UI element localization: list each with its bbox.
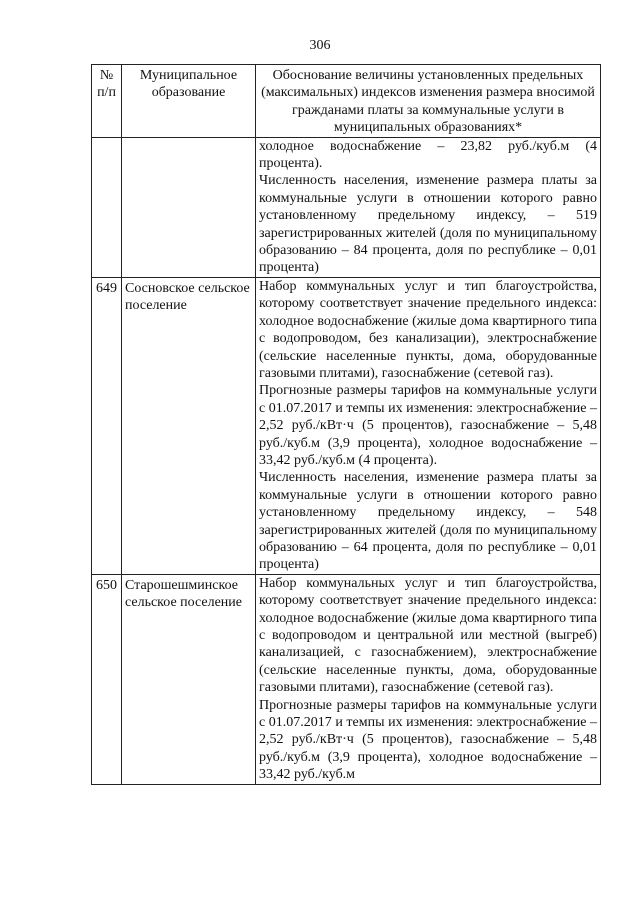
row-number: 650 — [92, 574, 122, 784]
justification-paragraph: холодное водоснабжение – 23,82 руб./куб.м (4 процента). — [259, 138, 597, 172]
row-municipality: Старошешминское сельское поселение — [122, 574, 256, 784]
row-justification — [256, 137, 601, 277]
header-justification: Обоснование величины установленных предельных (максимальных) индексов изменения размера вносимой гражданами платы за коммунальные услуги в муниципальных образованиях* — [256, 65, 601, 138]
justification-paragraph: Прогнозные размеры тарифов на коммунальные услуги с 01.07.2017 и темпы их изменения: электроснабжение – 2,52 руб./кВт·ч (5 процентов), газоснабжение – 5,48 руб./куб.м (3,9 процента), холодное водоснабжение – 33,42 руб./куб.м (4 процента). — [259, 383, 597, 468]
row-justification — [256, 574, 601, 784]
table-row — [92, 137, 601, 277]
justification-paragraph: Набор коммунальных услуг и тип благоустройства, которому соответствует значение предельного индекса: холодное водоснабжение (жилые дома квартирного типа с водопроводом и центральной или местной (выгреб) канализацией, с газоснабжением), электроснабжение (сельские населенные пункты, дома, оборудованные газовыми плитами), газоснабжение (сетевой газ). — [259, 575, 597, 696]
row-number: 649 — [92, 277, 122, 574]
table-row — [92, 277, 601, 574]
justification-paragraph: Прогнозные размеры тарифов на коммунальные услуги с 01.07.2017 и темпы их изменения: электроснабжение – 2,52 руб./кВт·ч (5 процентов), газоснабжение – 5,48 руб./куб.м (3,9 процента), холодное водоснабжение – 33,42 руб./куб.м — [259, 697, 597, 783]
justification-paragraph: Набор коммунальных услуг и тип благоустройства, которому соответствует значение предельного индекса: холодное водоснабжение (жилые дома квартирного типа с водопроводом, без канализации), электроснабжение (сельские населенные пункты, дома, оборудованные газовыми плитами), газоснабжение (сетевой газ). — [259, 278, 597, 381]
page-number: 306 — [309, 38, 331, 53]
tariff-index-table — [91, 64, 601, 785]
justification-paragraph: Численность населения, изменение размера платы за коммунальные услуги в отношении которого равно установленному предельному индексу, – 519 зарегистрированных жителей (доля по муниципальному образованию – 84 процента, доля по республике – 0,01 процента) — [259, 173, 597, 276]
row-number — [92, 137, 122, 277]
row-municipality: Сосновское сельское поселение — [122, 277, 256, 574]
header-municipality: Муниципальное образование — [122, 65, 256, 138]
table-row — [92, 574, 601, 784]
row-justification — [256, 277, 601, 574]
header-number: № п/п — [92, 65, 122, 138]
row-municipality — [122, 137, 256, 277]
table-header-row — [92, 65, 601, 138]
justification-paragraph: Численность населения, изменение размера платы за коммунальные услуги в отношении которого равно установленному предельному индексу, – 548 зарегистрированных жителей (доля по муниципальному образованию – 64 процента, доля по республике – 0,01 процента) — [259, 470, 597, 573]
